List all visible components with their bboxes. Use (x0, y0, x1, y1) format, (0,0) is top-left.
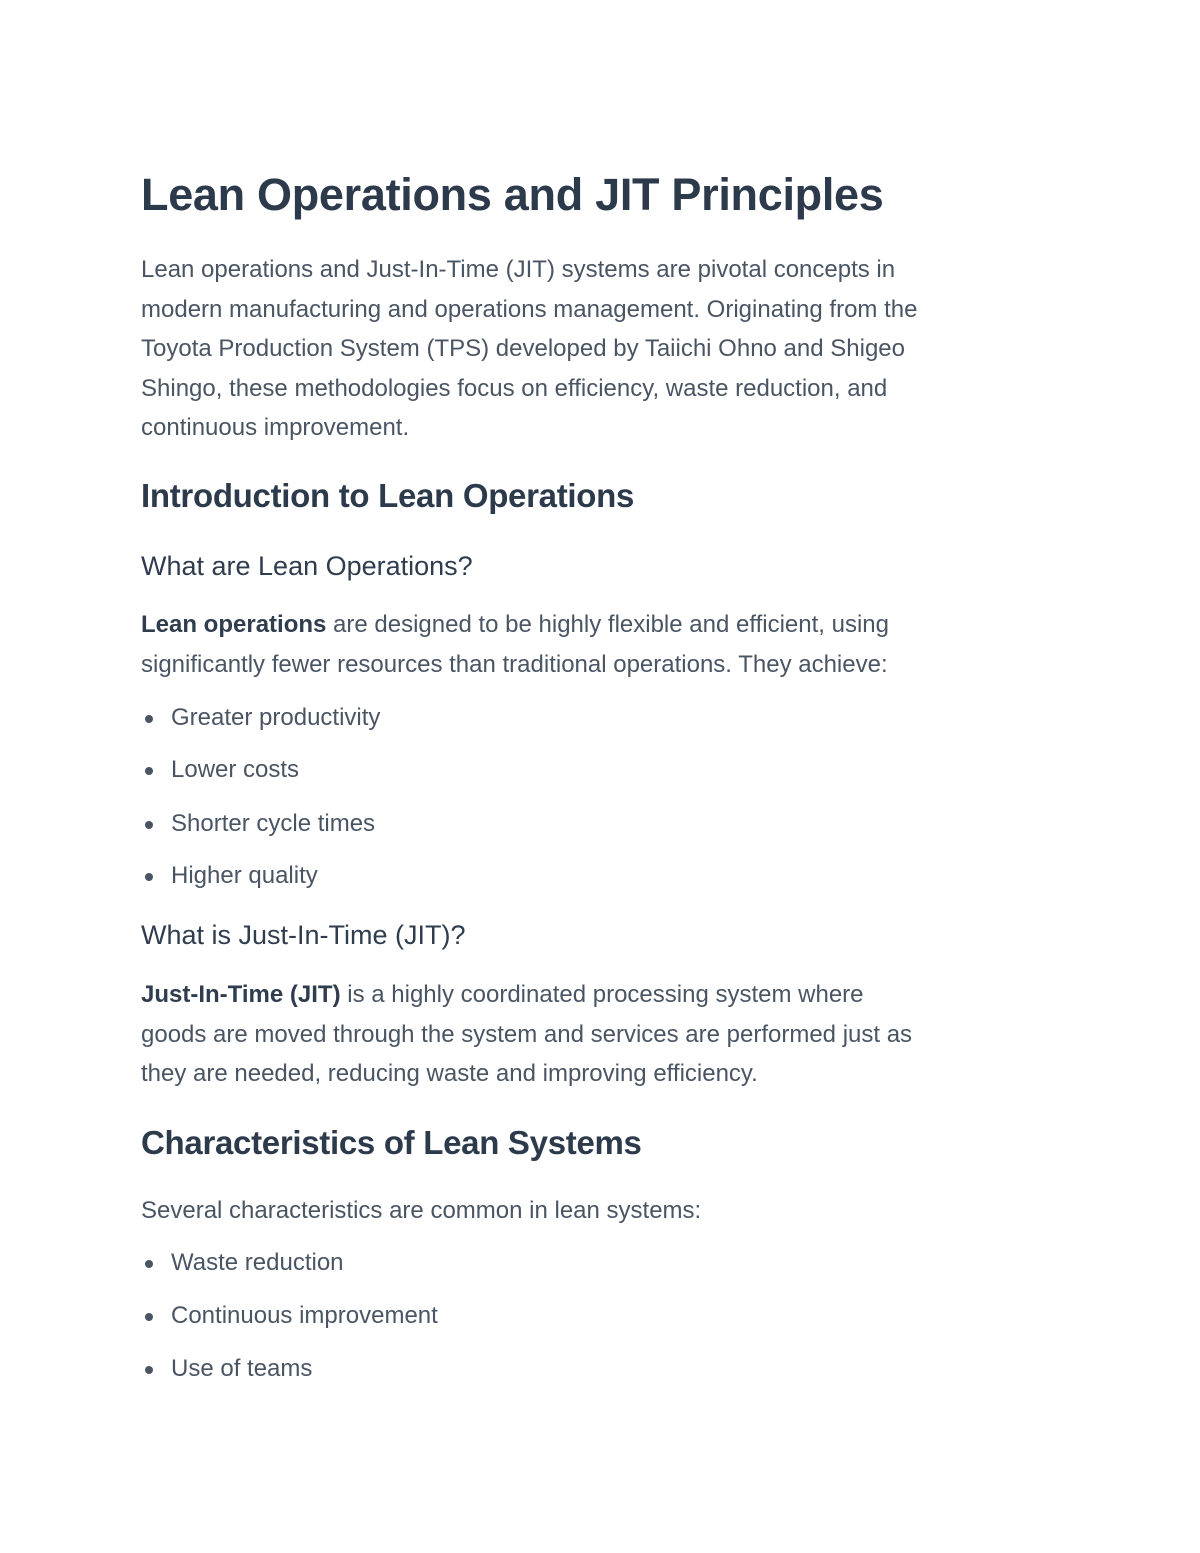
list-item (141, 1349, 312, 1389)
bold-term: Just-In-Time (JIT) (141, 981, 341, 1008)
text-line: Toyota Production System (TPS) developed by Taiichi Ohno and Shigeo (141, 335, 905, 362)
list-item-text: Higher quality (171, 862, 318, 889)
list-item-text: Waste reduction (171, 1249, 344, 1276)
intro-paragraph (141, 250, 917, 448)
subheading-lean-operations: What are Lean Operations? (141, 551, 473, 581)
list-item-text: Continuous improvement (171, 1302, 438, 1329)
text: is a highly coordinated processing system where (340, 981, 864, 1008)
text-line: goods are moved through the system and services are performed just as (141, 1020, 913, 1048)
text: are designed to be highly flexible and efficient, using (326, 611, 889, 638)
text-line: continuous improvement. (141, 414, 410, 441)
list-item-text: Greater productivity (171, 704, 381, 731)
bullet-icon (145, 715, 153, 723)
bullet-icon (145, 1260, 153, 1268)
lean-definition-paragraph (141, 605, 889, 684)
text-line: Shingo, these methodologies focus on efficiency, waste reduction, and (141, 374, 888, 402)
list-item (141, 1243, 344, 1283)
list-item-text: Lower costs (171, 756, 300, 783)
list-item (141, 698, 380, 738)
subheading-jit: What is Just-In-Time (JIT)? (141, 920, 466, 950)
bullet-icon (145, 1313, 153, 1321)
characteristics-intro: Several characteristics are common in lean systems: (141, 1197, 702, 1224)
list-item-text: Use of teams (171, 1355, 313, 1382)
bullet-icon (145, 1366, 153, 1374)
jit-definition-paragraph (141, 975, 912, 1094)
text-line: modern manufacturing and operations management. Originating from the (141, 295, 918, 323)
text-line: they are needed, reducing waste and improving efficiency. (141, 1060, 758, 1087)
section-heading-characteristics: Characteristics of Lean Systems (141, 1124, 642, 1161)
section-heading-introduction: Introduction to Lean Operations (141, 477, 635, 514)
text-line: significantly fewer resources than traditional operations. They achieve: (141, 650, 888, 678)
list-item (141, 804, 375, 844)
bold-term: Lean operations (141, 611, 327, 638)
bullet-icon (145, 767, 153, 775)
bullet-icon (145, 821, 153, 829)
list-item (141, 856, 318, 896)
list-item-text: Shorter cycle times (171, 810, 376, 837)
text-line: Lean operations and Just-In-Time (JIT) systems are pivotal concepts in (141, 256, 896, 283)
page-title: Lean Operations and JIT Principles (141, 169, 884, 220)
bullet-icon (145, 873, 153, 881)
list-item (141, 1296, 438, 1336)
list-item (141, 750, 299, 790)
